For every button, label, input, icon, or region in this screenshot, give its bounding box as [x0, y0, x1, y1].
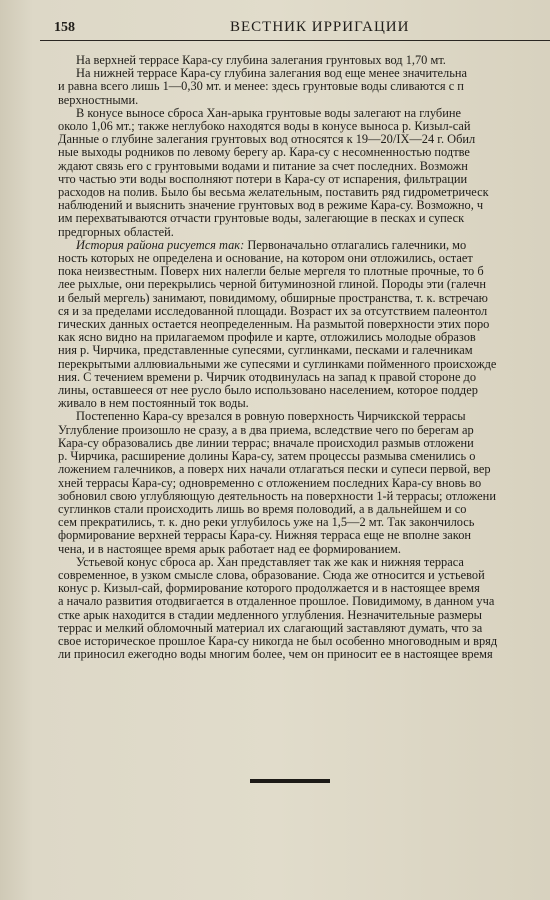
text-line: ния. С течением времени р. Чирчик отодвинулась на запад к правой стороне до — [58, 370, 477, 384]
text-line: Постепенно Кара-су врезался в ровную поверхность Чирчикской террасы — [76, 410, 466, 424]
page-header — [40, 18, 550, 41]
text-line: пока неизвестным. Поверх них налегли белые мергеля то плотные прочные, то б — [58, 265, 484, 279]
text-line: предгорных областей. — [58, 225, 174, 239]
text-line: хней террасы Кара-су; одновременно с отложением последних Кара-су вновь во — [58, 476, 482, 490]
page-number: 158 — [54, 20, 75, 35]
running-title: ВЕСТНИК ИРРИГАЦИИ — [230, 19, 410, 35]
text-line: гических данных остается неопределенным. На размытой поверхности этих поро — [58, 318, 490, 332]
text-line: современное, в узком смысле слова, образование. Сюда же относится и устьевой — [58, 568, 485, 582]
text-line: ния р. Чирчика, представленные супесями, суглинками, песками и галечникам — [58, 344, 473, 358]
end-of-section-rule — [250, 779, 330, 783]
text-line: как ясно видно на прилагаемом профиле и карте, отложились молодые образов — [58, 331, 476, 345]
text-line: лее рыхлые, они перекрылись черной битуминозной глиной. Породы эти (галечн — [58, 278, 486, 292]
text-line: лины, оставшееся от нее русло было использовано населением, которое поддер — [58, 384, 478, 398]
text-line: На верхней террасе Кара-су глубина залегания грунтовых вод 1,70 мт. — [76, 54, 446, 67]
text-line: Устьевой конус сброса ар. Хан представляет так же как и нижняя терраса — [76, 555, 464, 569]
text-line: что частью эти воды восполняют потери в Кара-су от испарения, фильтрации — [58, 172, 468, 186]
text-line: верхностными. — [58, 93, 139, 107]
text-line: ли приносил ежегодно воды многим более, чем он приносит ее в настоящее время — [58, 648, 493, 662]
text-line: р. Чирчика, расширение долины Кара-су, затем процессы размыва сменились о — [58, 450, 476, 464]
text-line: ся и за пределами исследованной площади. Возраст их за отсутствием палеонтол — [58, 304, 488, 318]
text-line: На нижней террасе Кара-су глубина залегания вод еще менее значительна — [76, 67, 467, 81]
text-line: живало в нем постоянный ток воды. — [58, 397, 249, 411]
text-line: и равна всего лишь 1—0,30 мт. и менее: здесь грунтовые воды сливаются с п — [58, 80, 464, 94]
text-line: свое историческое прошлое Кара-су никогда не был особенно многоводным и вряд — [58, 634, 498, 648]
text-line: Данные о глубине залегания грунтовых вод относятся к 19—20/IX—24 г. Обил — [58, 133, 476, 147]
text-line: суглинков стали происходить лишь во время половодий, а в дальнейшем и со — [58, 502, 467, 516]
text-line: Кара-су образовались две линии террас; вначале происходил размыв отложени — [58, 436, 474, 450]
text-fragment: Первоначально отлагались галечники, мо — [244, 238, 467, 252]
text-line: ложением галечников, а поверх них начали отлагаться пески и супеси первой, вер — [58, 463, 491, 477]
text-line: конус р. Кизыл-сай, формирование которого продолжается и в настоящее время — [58, 582, 480, 596]
text-line — [58, 239, 550, 252]
text-line: сем прекратились, т. к. дно реки углубилось уже на 1,5—2 мт. Так закончилось — [58, 516, 475, 530]
text-line: и белый мергель) занимают, повидимому, обширные пространства, т. к. встречаю — [58, 291, 488, 305]
section-lead-in: История района рисуется так: — [76, 238, 245, 252]
text-line: Углубление произошло не сразу, а в два приема, вследствие чего по берегам ар — [58, 423, 474, 437]
text-line: наблюдений и выяснить значение грунтовых вод в режиме Кара-су. Возможно, ч — [58, 199, 484, 213]
text-line: ность которых не определена и основание, на котором они отложились, остает — [58, 252, 473, 266]
text-line: ждают связь его с грунтовыми водами и питание за счет последних. Возможн — [58, 159, 468, 173]
text-line: формирование верхней террасы Кара-су. Нижняя терраса еще не вполне закон — [58, 529, 472, 543]
body-text — [58, 54, 550, 661]
text-line: чена, и в настоящее время арык работает над ее формированием. — [58, 542, 401, 556]
text-line: перекрытыми аллювиальными же супесями и суглинками пойменного происхожде — [58, 357, 497, 371]
text-line: а начало развития отодвигается в отдаленное прошлое. Повидимому, в данном уча — [58, 595, 495, 609]
text-line: около 1,06 мт.; также неглубоко находятся воды в конусе выноса р. Кизыл-сай — [58, 120, 471, 134]
text-line: В конусе выносе сброса Хан-арыка грунтовые воды залегают на глубине — [76, 106, 461, 120]
text-line: зобновил свою углубляющую деятельность на поверхности 1-й террасы; отложени — [58, 489, 496, 503]
text-line: стке арык находится в стадии медленного углубления. Незначительные размеры — [58, 608, 482, 622]
text-line: террас и мелкий обломочный материал их слагающий заставляют думать, что за — [58, 621, 483, 635]
text-line: ные выходы родников по левому берегу ар. Кара-су с несомненностью подтве — [58, 146, 470, 160]
text-line: расходов на полив. Было бы весьма желательным, поставить ряд гидрометрическ — [58, 186, 489, 200]
text-line: им перехватываются отчасти грунтовые воды, залегающие в песках и супеск — [58, 212, 465, 226]
